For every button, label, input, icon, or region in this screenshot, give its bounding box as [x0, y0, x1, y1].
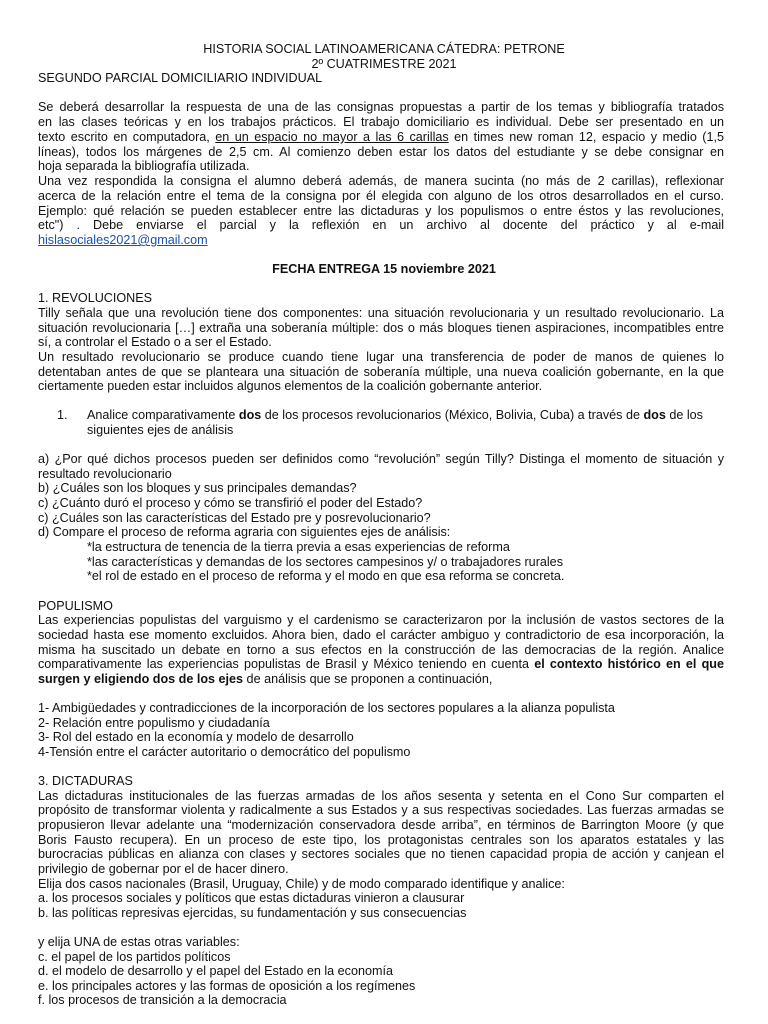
axis-item: 3- Rol del estado en la economía y modelo de desarrollo: [38, 730, 354, 744]
list-text: de los procesos revolucionarios (México, Bolivia, Cuba) a través de: [261, 408, 644, 422]
question-c: c) ¿Cuáles son las características del Estado pre y posrevolucionario?: [38, 511, 431, 525]
list-item: [87, 408, 703, 423]
intro-line: etc") . Debe enviarse el parcial y la reflexión en un archivo al docente del práctico y al e-mail: [38, 218, 724, 232]
emphasis: dos: [238, 408, 262, 422]
variable-item: c. el papel de los partidos políticos: [38, 950, 231, 964]
question-a: a) ¿Por qué dichos procesos pueden ser definidos como “revolución” según Tilly? Distinga el momento de situación y: [38, 452, 724, 466]
intro-line: Una vez respondida la consigna el alumno deberá además, de manera sucinta (no más de 2 carillas), reflexionar: [38, 174, 724, 188]
email-link[interactable]: hislasociales2021@gmail.com: [38, 233, 208, 247]
course-title: HISTORIA SOCIAL LATINOAMERICANA CÁTEDRA: PETRONE: [203, 42, 565, 56]
intro-line: Ejemplo: qué relación se pueden establecer entre las dictaduras y los populismos o entre éstos y las revoluciones,: [38, 204, 724, 218]
paragraph-line: [38, 657, 724, 672]
bullet-item: *el rol de estado en el proceso de reforma y el modo en que esa reforma se concreta.: [87, 569, 565, 583]
variable-item: b. las políticas represivas ejercidas, su fundamentación y sus consecuencias: [38, 906, 467, 920]
paragraph-line: propusieron llevar adelante una “modernización conservadora desde arriba”, en términos de Barrington Moore (y que: [38, 818, 724, 832]
intro-text: en times new roman 12, espacio y medio (1,5: [448, 130, 724, 144]
paragraph-line: situación revolucionaria […] extraña una soberanía múltiple: dos o más bloques tienen aspiraciones, incompatibles entre: [38, 321, 724, 335]
section-title-dictaduras: 3. DICTADURAS: [38, 774, 133, 788]
paragraph-line: burocracias públicas en alianza con clases y sectores sociales que no tienen capacidad propia de acción y canjean el: [38, 847, 724, 861]
axis-item: 4-Tensión entre el carácter autoritario o democrático del populismo: [38, 745, 411, 759]
paragraph-line: y elija UNA de estas otras variables:: [38, 935, 240, 949]
paragraph-line: detentaban antes de que se planteara una situación de soberanía múltiple, una nueva coalición gobernante, en la que: [38, 365, 724, 379]
question-c: c) ¿Cuánto duró el proceso y cómo se transfirió el poder del Estado?: [38, 496, 423, 510]
intro-line: acerca de la relación entre el tema de la consigna por él elegida con alguno de los otros desarrollados en el curso.: [38, 189, 724, 203]
bullet-item: *la estructura de tenencia de la tierra previa a esas experiencias de reforma: [87, 540, 510, 554]
paragraph-text: de análisis que se proponen a continuación,: [243, 672, 493, 686]
intro-line: hoja separada la bibliografía utilizada.: [38, 159, 250, 173]
bullet-item: *las características y demandas de los sectores campesinos y/ o trabajadores rurales: [87, 555, 563, 569]
paragraph-line: privilegio de gobernar por el de hacer dinero.: [38, 862, 289, 876]
question-d: d) Compare el proceso de reforma agraria con siguientes ejes de análisis:: [38, 525, 451, 539]
variable-item: a. los procesos sociales y políticos que estas dictaduras vinieron a clausurar: [38, 891, 465, 905]
exam-title: SEGUNDO PARCIAL DOMICILIARIO INDIVIDUAL: [38, 71, 323, 85]
emphasis: dos: [643, 408, 666, 422]
intro-line: [38, 130, 724, 145]
emphasis: surgen y eligiendo dos de los ejes: [38, 672, 244, 686]
page-limit-underlined: en un espacio no mayor a las 6 carillas: [215, 130, 449, 144]
list-number: 1.: [57, 408, 68, 422]
variable-item: f. los procesos de transición a la democracia: [38, 993, 287, 1007]
list-text: Analice comparativamente: [87, 408, 239, 422]
paragraph-line: Las dictaduras institucionales de las fuerzas armadas de los años sesenta y setenta en el Cono Sur comparten el: [38, 789, 724, 803]
question-a: resultado revolucionario: [38, 467, 172, 481]
paragraph-line: Elija dos casos nacionales (Brasil, Uruguay, Chile) y de modo comparado identifique y analice:: [38, 877, 565, 891]
due-date: FECHA ENTREGA 15 noviembre 2021: [272, 262, 496, 276]
paragraph-line: ciertamente pueden estar incluidos algunos elementos de la coalición gobernante anterior.: [38, 379, 543, 393]
section-title-populismo: POPULISMO: [38, 599, 113, 613]
intro-line: en las clases teóricas y en los trabajos prácticos. El trabajo domiciliario es individual. Debe ser presentado en un: [38, 115, 724, 129]
section-title-revoluciones: 1. REVOLUCIONES: [38, 291, 153, 305]
paragraph-line: Un resultado revolucionario se produce cuando tiene lugar una transferencia de poder de manos de quienes lo: [38, 350, 724, 364]
question-b: b) ¿Cuáles son los bloques y sus principales demandas?: [38, 481, 357, 495]
paragraph-line: Boris Fausto recupera). En un proceso de este tipo, los protagonistas centrales son los aparatos estatales y las: [38, 833, 724, 847]
list-item: siguientes ejes de análisis: [87, 423, 234, 437]
axis-item: 1- Ambigüedades y contradicciones de la incorporación de los sectores populares a la alianza populista: [38, 701, 615, 715]
variable-item: d. el modelo de desarrollo y el papel del Estado en la economía: [38, 964, 393, 978]
paragraph-line: sí, a controlar el Estado o a ser el Estado.: [38, 335, 272, 349]
semester: 2º CUATRIMESTRE 2021: [311, 57, 457, 71]
paragraph-line: Tilly señala que una revolución tiene dos componentes: una situación revolucionaria y un resultado revolucionario. La: [38, 306, 724, 320]
intro-text: texto escrito en computadora,: [38, 130, 216, 144]
paragraph-line: propósito de transformar violenta y radicalmente a sus Estados y a sus respectivas sociedades. Las fuerzas armadas se: [38, 803, 724, 817]
axis-item: 2- Relación entre populismo y ciudadanía: [38, 716, 270, 730]
intro-line: líneas), todos los márgenes de 2,5 cm. Al comienzo deben estar los datos del estudiante y se debe consignar en: [38, 145, 724, 159]
intro-line: Se deberá desarrollar la respuesta de una de las consignas propuestas a partir de los temas y bibliografía tratados: [38, 100, 724, 114]
paragraph-text: comparativamente las experiencias populistas de Brasil y México teniendo en cuenta: [38, 657, 535, 671]
paragraph-line: [38, 672, 492, 687]
emphasis: el contexto histórico en el que: [534, 657, 724, 671]
paragraph-line: Las experiencias populistas del varguismo y el cardenismo se caracterizaron por la inclusión de vastos sectores de la: [38, 613, 724, 627]
paragraph-line: sociedad hasta ese momento excluidos. Ahora bien, dado el carácter ambiguo y contradictorio de esa incorporación, la: [38, 628, 724, 642]
list-text: de los: [665, 408, 703, 422]
paragraph-line: misma ha suscitado un debate en torno a sus efectos en la construcción de las democracias de la región. Analice: [38, 643, 724, 657]
variable-item: e. los principales actores y las formas de oposición a los regímenes: [38, 979, 416, 993]
